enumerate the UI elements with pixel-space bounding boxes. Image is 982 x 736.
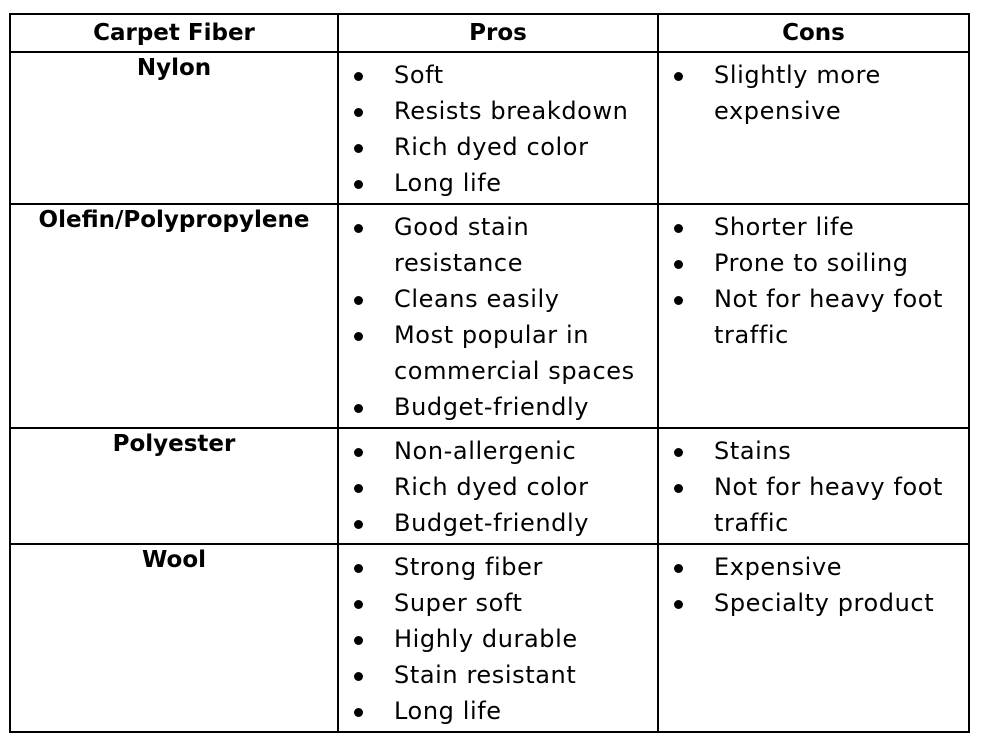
list-item: Shorter life [659, 209, 968, 245]
list-item: Slightly more expensive [659, 57, 968, 129]
table-row-nylon [10, 52, 969, 204]
cons-list [659, 545, 968, 623]
fiber-name-cell: Wool [10, 544, 338, 732]
list-item: Specialty product [659, 585, 968, 621]
list-item: Soft [339, 57, 657, 93]
fiber-name-cell: Polyester [10, 428, 338, 544]
list-item: Rich dyed color [339, 469, 657, 505]
list-item: Stains [659, 433, 968, 469]
list-item: Rich dyed color [339, 129, 657, 165]
pros-cell [338, 428, 658, 544]
list-item: Long life [339, 165, 657, 201]
header-pros: Pros [338, 14, 658, 52]
list-item: Long life [339, 693, 657, 729]
cons-cell [658, 428, 969, 544]
table-row-olefin [10, 204, 969, 428]
list-item: Stain resistant [339, 657, 657, 693]
list-item: Highly durable [339, 621, 657, 657]
list-item: Prone to soiling [659, 245, 968, 281]
list-item: Cleans easily [339, 281, 657, 317]
list-item: Budget-friendly [339, 505, 657, 541]
pros-list [339, 429, 657, 543]
list-item: Not for heavy foot traffic [659, 281, 968, 353]
pros-cell [338, 52, 658, 204]
list-item: Strong fiber [339, 549, 657, 585]
pros-list [339, 205, 657, 427]
list-item: Expensive [659, 549, 968, 585]
list-item: Not for heavy foot traffic [659, 469, 968, 541]
cons-list [659, 205, 968, 355]
pros-list [339, 545, 657, 731]
carpet-fiber-table [9, 13, 970, 733]
fiber-name-cell: Nylon [10, 52, 338, 204]
cons-list [659, 53, 968, 131]
table-row-wool [10, 544, 969, 732]
cons-cell [658, 52, 969, 204]
cons-list [659, 429, 968, 543]
list-item: Budget-friendly [339, 389, 657, 425]
list-item: Resists breakdown [339, 93, 657, 129]
header-carpet-fiber: Carpet Fiber [10, 14, 338, 52]
list-item: Most popular in commercial spaces [339, 317, 657, 389]
cons-cell [658, 204, 969, 428]
list-item: Non-allergenic [339, 433, 657, 469]
pros-cell [338, 544, 658, 732]
list-item: Good stain resistance [339, 209, 657, 281]
list-item: Super soft [339, 585, 657, 621]
cons-cell [658, 544, 969, 732]
fiber-name-cell: Olefin/Polypropylene [10, 204, 338, 428]
pros-list [339, 53, 657, 203]
table-row-polyester [10, 428, 969, 544]
pros-cell [338, 204, 658, 428]
header-cons: Cons [658, 14, 969, 52]
header-row [10, 14, 969, 52]
